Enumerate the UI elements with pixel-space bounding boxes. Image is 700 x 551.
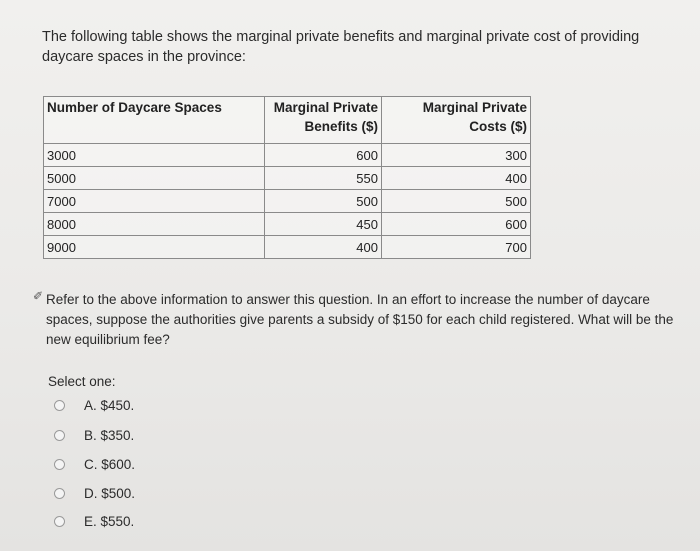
cell-spaces: 3000 xyxy=(44,144,265,167)
option-d[interactable] xyxy=(54,486,135,501)
table-row xyxy=(44,167,531,190)
table-header-row xyxy=(44,97,531,144)
cell-cost: 500 xyxy=(382,190,531,213)
radio-button-icon[interactable] xyxy=(54,400,65,411)
option-c[interactable] xyxy=(54,457,135,472)
option-label: B. $350. xyxy=(84,428,135,443)
table-row xyxy=(44,236,531,259)
cell-benefit: 550 xyxy=(265,167,382,190)
cell-benefit: 500 xyxy=(265,190,382,213)
radio-button-icon[interactable] xyxy=(54,516,65,527)
cell-cost: 700 xyxy=(382,236,531,259)
column-header-costs: Marginal Private Costs ($) xyxy=(382,97,531,144)
table-row xyxy=(44,190,531,213)
cell-spaces: 7000 xyxy=(44,190,265,213)
cell-benefit: 450 xyxy=(265,213,382,236)
cell-cost: 600 xyxy=(382,213,531,236)
column-header-benefits: Marginal Private Benefits ($) xyxy=(265,97,382,144)
cell-benefit: 400 xyxy=(265,236,382,259)
cell-spaces: 9000 xyxy=(44,236,265,259)
radio-button-icon[interactable] xyxy=(54,488,65,499)
option-e[interactable] xyxy=(54,514,134,529)
option-label: A. $450. xyxy=(84,398,135,413)
radio-button-icon[interactable] xyxy=(54,430,65,441)
question-text: Refer to the above information to answer this question. In an effort to increase the number of daycare spaces, suppose the authorities give parents a subsidy of $150 for each child registered. What will be the new equilibrium fee? xyxy=(46,292,674,347)
column-header-spaces: Number of Daycare Spaces xyxy=(44,97,265,144)
question-marker-icon: ✐ xyxy=(33,289,44,303)
radio-button-icon[interactable] xyxy=(54,459,65,470)
table-row xyxy=(44,144,531,167)
table-row xyxy=(44,213,531,236)
intro-text: The following table shows the marginal private benefits and marginal private cost of providing daycare spaces in the province: xyxy=(42,29,640,65)
cell-spaces: 5000 xyxy=(44,167,265,190)
option-b[interactable] xyxy=(54,428,134,443)
option-label: D. $500. xyxy=(84,486,136,501)
data-table xyxy=(43,96,531,259)
cell-cost: 300 xyxy=(382,144,531,167)
option-label: C. $600. xyxy=(84,457,136,472)
cell-benefit: 600 xyxy=(265,144,382,167)
select-one-label: Select one: xyxy=(48,374,116,389)
option-a[interactable] xyxy=(54,398,134,413)
cell-cost: 400 xyxy=(382,167,531,190)
option-label: E. $550. xyxy=(84,514,135,529)
cell-spaces: 8000 xyxy=(44,213,265,236)
